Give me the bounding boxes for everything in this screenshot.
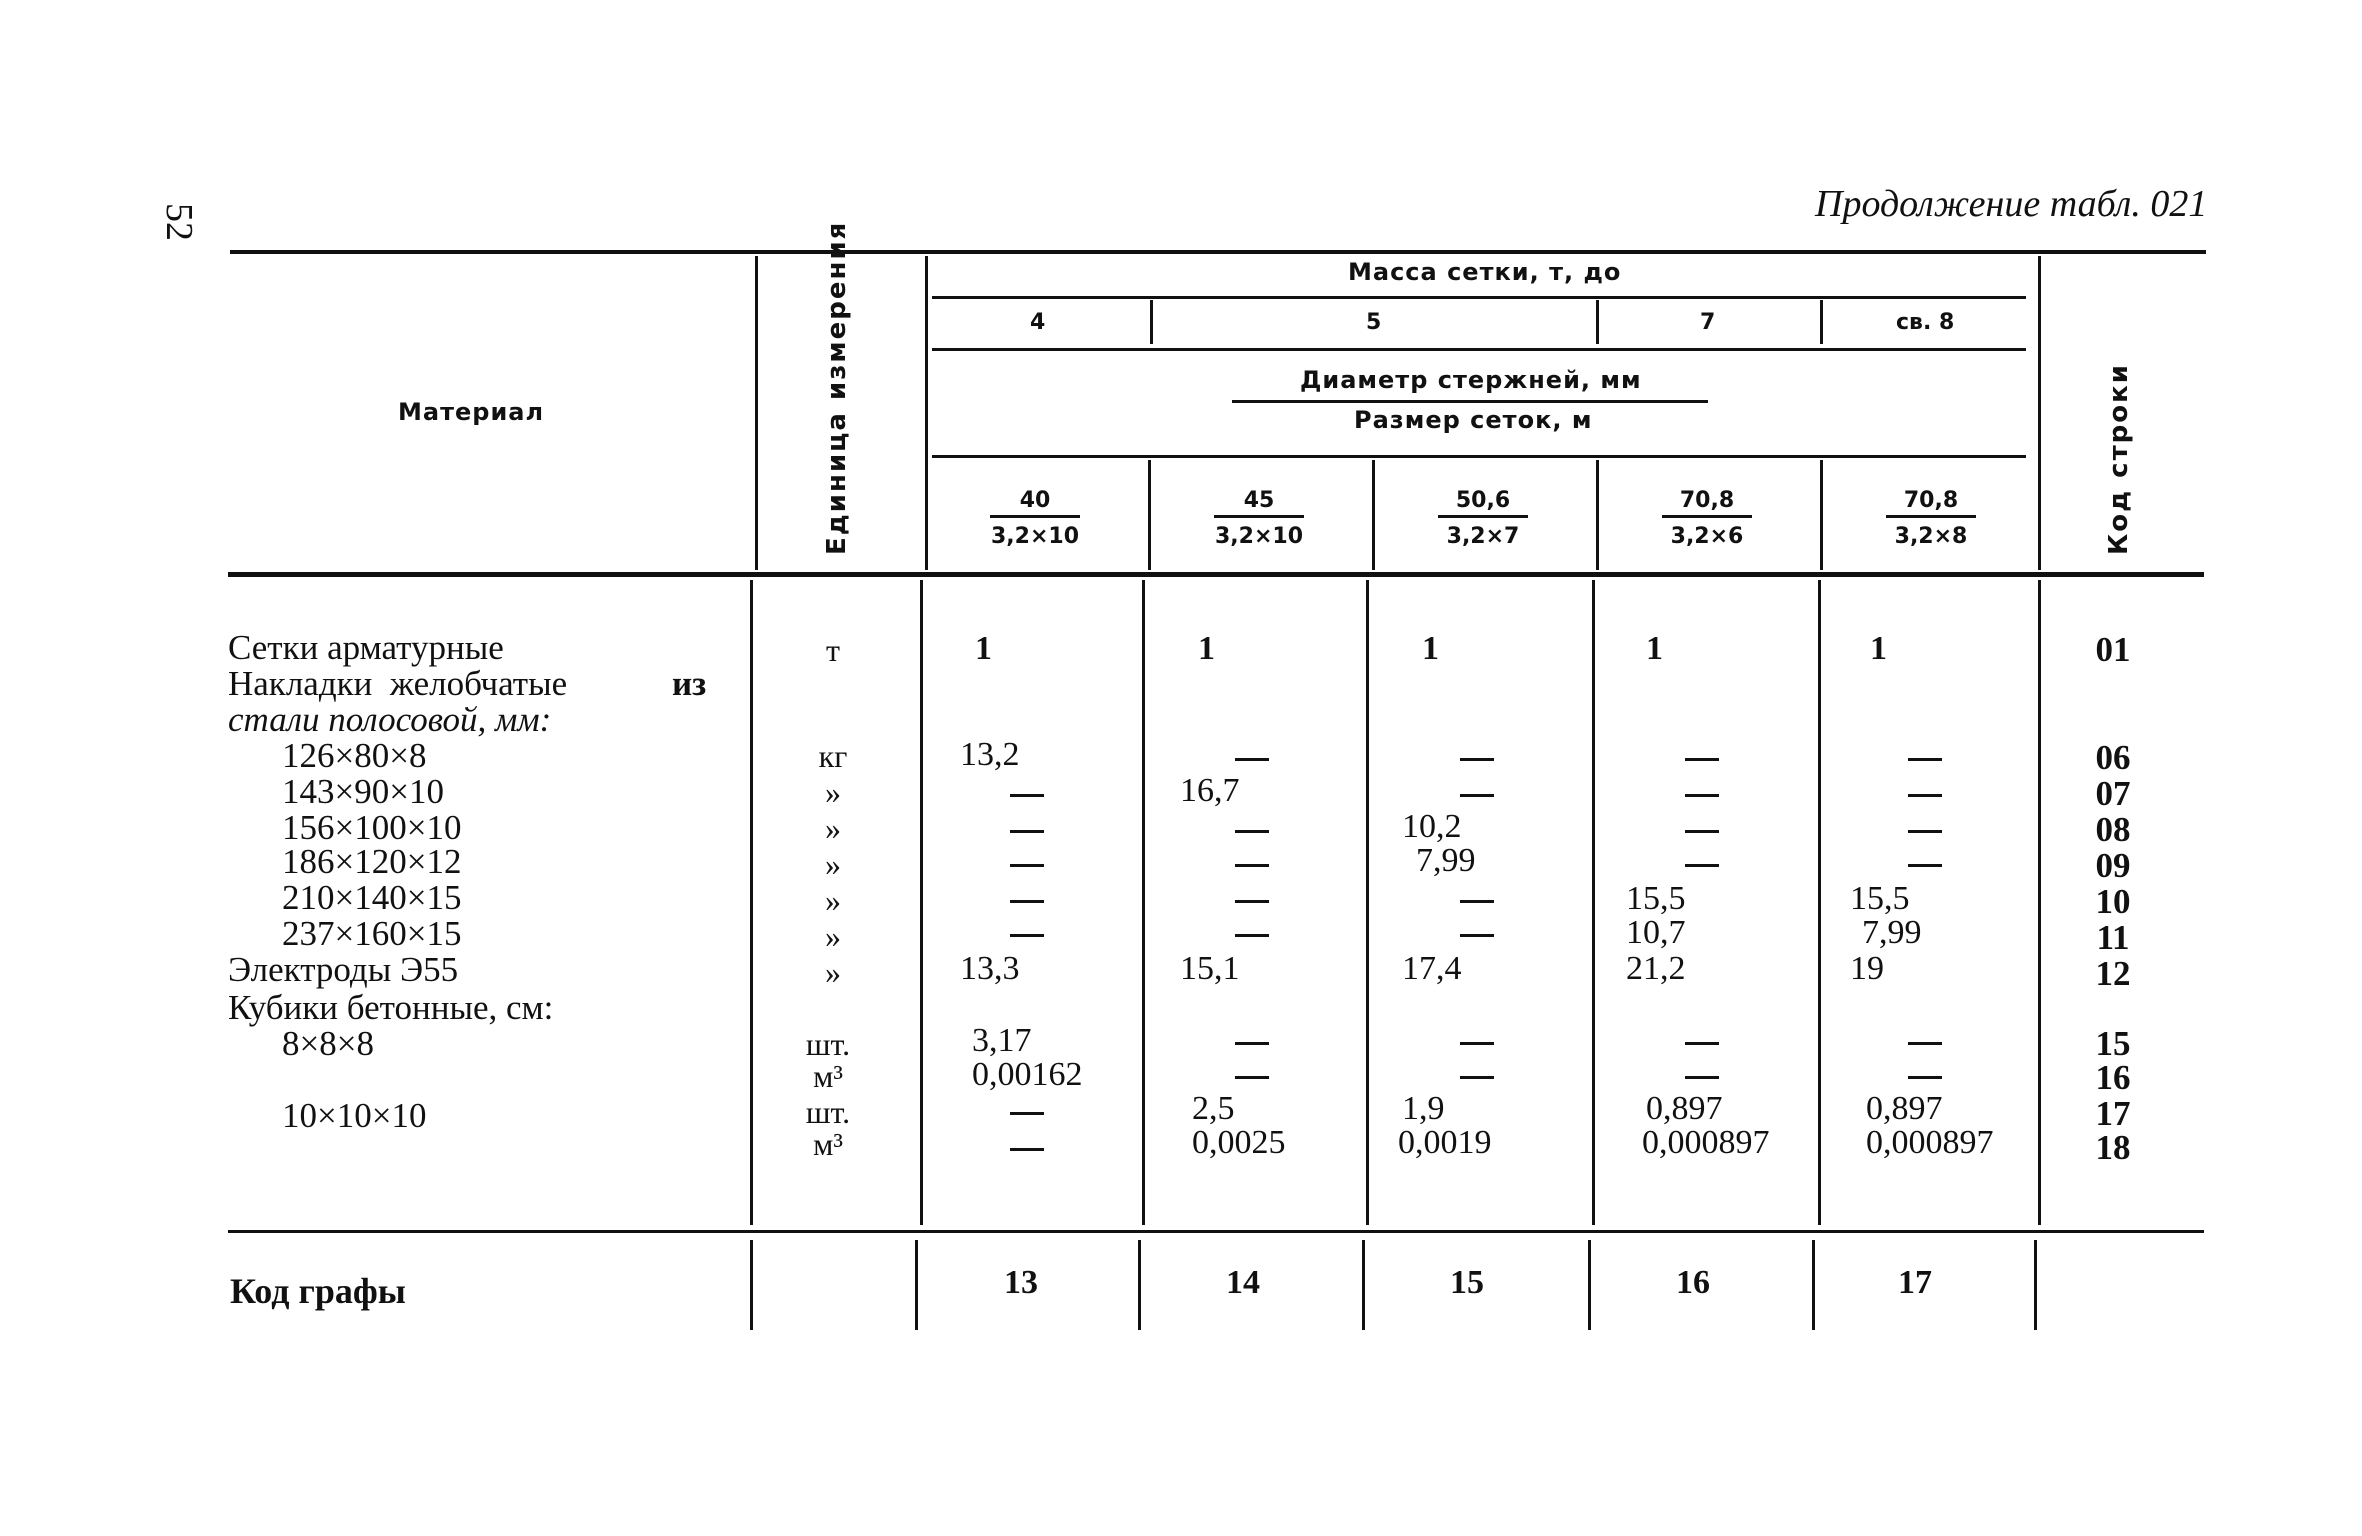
mass-divider bbox=[1820, 300, 1823, 344]
value-cell: 19 bbox=[1850, 950, 1884, 987]
material-label: Сетки арматурные bbox=[228, 628, 504, 667]
header-bottom-rule bbox=[228, 572, 2204, 577]
empty-dash bbox=[1235, 758, 1269, 761]
header-vline bbox=[925, 256, 928, 570]
material-group-label: стали полосовой, мм: bbox=[228, 700, 552, 739]
value-cell: 15,1 bbox=[1180, 950, 1240, 987]
row-code: 18 bbox=[2095, 1128, 2131, 1167]
empty-dash bbox=[1460, 758, 1494, 761]
header-unit: Единица измерения bbox=[822, 220, 852, 555]
fraction-col-2 bbox=[1184, 488, 1334, 549]
mass-divider bbox=[1596, 300, 1599, 344]
column-code: 16 bbox=[1676, 1264, 1710, 1301]
value-cell: 1 bbox=[975, 630, 992, 667]
value-cell: 10,7 bbox=[1626, 914, 1686, 951]
empty-dash bbox=[1235, 830, 1269, 833]
unit-cell: » bbox=[825, 954, 841, 990]
fraction-den: 3,2×8 bbox=[1894, 524, 1968, 549]
footer-vline bbox=[750, 1240, 753, 1330]
value-cell: 0,000897 bbox=[1866, 1124, 1994, 1161]
row-code: 12 bbox=[2095, 954, 2131, 993]
empty-dash bbox=[1010, 934, 1044, 937]
body-vline bbox=[1366, 580, 1369, 1225]
empty-dash bbox=[1908, 758, 1942, 761]
fraction-den: 3,2×6 bbox=[1670, 524, 1744, 549]
fraction-col-1 bbox=[960, 488, 1110, 549]
empty-dash bbox=[1685, 830, 1719, 833]
unit-cell: » bbox=[825, 918, 841, 954]
empty-dash bbox=[1685, 794, 1719, 797]
value-cell: 21,2 bbox=[1626, 950, 1686, 987]
empty-dash bbox=[1235, 1042, 1269, 1045]
empty-dash bbox=[1460, 1076, 1494, 1079]
value-cell: 15,5 bbox=[1850, 880, 1910, 917]
material-label: 126×80×8 bbox=[282, 736, 427, 775]
unit-cell: » bbox=[825, 810, 841, 846]
empty-dash bbox=[1908, 864, 1942, 867]
material-label: 10×10×10 bbox=[282, 1096, 427, 1135]
column-code: 17 bbox=[1898, 1264, 1932, 1301]
fraction-col-5 bbox=[1856, 488, 2006, 549]
row-code: 06 bbox=[2095, 738, 2131, 777]
unit-cell: » bbox=[825, 774, 841, 810]
value-cell: 7,99 bbox=[1416, 842, 1476, 879]
mass-value: 4 bbox=[1030, 310, 1046, 335]
empty-dash bbox=[1010, 1112, 1044, 1115]
value-cell: 1 bbox=[1422, 630, 1439, 667]
fraction-num: 50,6 bbox=[1438, 488, 1528, 518]
footer-label: Код графы bbox=[230, 1271, 406, 1311]
header-material: Материал bbox=[398, 398, 545, 426]
row-code: 09 bbox=[2095, 846, 2131, 885]
fraction-top-rule bbox=[932, 455, 2026, 458]
value-cell: 3,17 bbox=[972, 1022, 1032, 1059]
unit-cell: м³ bbox=[813, 1126, 843, 1162]
empty-dash bbox=[1235, 864, 1269, 867]
material-label: 143×90×10 bbox=[282, 772, 444, 811]
empty-dash bbox=[1235, 900, 1269, 903]
material-group-label: Накладки желобчатые bbox=[228, 664, 568, 703]
fraction-num: 45 bbox=[1214, 488, 1304, 518]
empty-dash bbox=[1908, 1076, 1942, 1079]
material-group-label: из bbox=[672, 664, 707, 703]
table-caption: Продолжение табл. 021 bbox=[1815, 183, 2208, 225]
empty-dash bbox=[1460, 1042, 1494, 1045]
top-rule bbox=[230, 250, 2206, 254]
row-code: 15 bbox=[2095, 1024, 2131, 1063]
row-code: 07 bbox=[2095, 774, 2131, 813]
unit-cell: м³ bbox=[813, 1058, 843, 1094]
fraction-num: 70,8 bbox=[1662, 488, 1752, 518]
column-code: 14 bbox=[1226, 1264, 1260, 1301]
unit-cell: т bbox=[826, 632, 840, 668]
diameter-size-rule bbox=[1232, 400, 1708, 403]
mass-value: 5 bbox=[1366, 310, 1382, 335]
fraction-num: 70,8 bbox=[1886, 488, 1976, 518]
row-code: 10 bbox=[2095, 882, 2131, 921]
material-label: 156×100×10 bbox=[282, 808, 462, 847]
body-vline bbox=[750, 580, 753, 1225]
empty-dash bbox=[1460, 794, 1494, 797]
footer-vline bbox=[2034, 1240, 2037, 1330]
footer-vline bbox=[915, 1240, 918, 1330]
empty-dash bbox=[1010, 864, 1044, 867]
fraction-den: 3,2×10 bbox=[990, 524, 1080, 549]
header-row-code: Код строки bbox=[2104, 363, 2134, 555]
value-cell: 17,4 bbox=[1402, 950, 1462, 987]
value-cell: 0,897 bbox=[1646, 1090, 1723, 1127]
value-cell: 1 bbox=[1870, 630, 1887, 667]
unit-cell: » bbox=[825, 846, 841, 882]
value-cell: 2,5 bbox=[1192, 1090, 1235, 1127]
body-vline bbox=[2038, 580, 2041, 1225]
value-cell: 0,000897 bbox=[1642, 1124, 1770, 1161]
empty-dash bbox=[1460, 900, 1494, 903]
size-label: Размер сеток, м bbox=[1354, 406, 1593, 434]
empty-dash bbox=[1908, 830, 1942, 833]
value-cell: 1,9 bbox=[1402, 1090, 1445, 1127]
unit-cell: » bbox=[825, 882, 841, 918]
mass-value: 7 bbox=[1700, 310, 1716, 335]
body-vline bbox=[1142, 580, 1145, 1225]
value-cell: 0,897 bbox=[1866, 1090, 1943, 1127]
unit-cell: шт. bbox=[805, 1026, 851, 1062]
footer-vline bbox=[1812, 1240, 1815, 1330]
column-code: 15 bbox=[1450, 1264, 1484, 1301]
material-label: Электроды Э55 bbox=[228, 950, 459, 989]
footer-vline bbox=[1138, 1240, 1141, 1330]
material-label: 8×8×8 bbox=[282, 1024, 374, 1063]
value-cell: 15,5 bbox=[1626, 880, 1686, 917]
diameter-label: Диаметр стержней, мм bbox=[1300, 366, 1642, 394]
value-cell: 13,3 bbox=[960, 950, 1020, 987]
body-vline bbox=[1592, 580, 1595, 1225]
fraction-divider bbox=[1820, 460, 1823, 570]
fraction-divider bbox=[1596, 460, 1599, 570]
empty-dash bbox=[1908, 1042, 1942, 1045]
header-mass-title: Масса сетки, т, до bbox=[1348, 258, 1622, 286]
mass-value: св. 8 bbox=[1896, 310, 1955, 335]
empty-dash bbox=[1685, 1076, 1719, 1079]
footer-vline bbox=[1588, 1240, 1591, 1330]
material-label: 210×140×15 bbox=[282, 878, 462, 917]
empty-dash bbox=[1460, 934, 1494, 937]
value-cell: 16,7 bbox=[1180, 772, 1240, 809]
empty-dash bbox=[1685, 758, 1719, 761]
body-vline bbox=[1818, 580, 1821, 1225]
fraction-col-4 bbox=[1632, 488, 1782, 549]
material-group-label: Кубики бетонные, см: bbox=[228, 988, 554, 1027]
page-number: 52 bbox=[158, 203, 200, 241]
empty-dash bbox=[1235, 934, 1269, 937]
value-cell: 7,99 bbox=[1862, 914, 1922, 951]
empty-dash bbox=[1235, 1076, 1269, 1079]
empty-dash bbox=[1010, 830, 1044, 833]
fraction-divider bbox=[1372, 460, 1375, 570]
value-cell: 1 bbox=[1646, 630, 1663, 667]
material-label: 186×120×12 bbox=[282, 842, 462, 881]
fraction-num: 40 bbox=[990, 488, 1080, 518]
mass-divider bbox=[1150, 300, 1153, 344]
row-code: 08 bbox=[2095, 810, 2131, 849]
column-code: 13 bbox=[1004, 1264, 1038, 1301]
body-bottom-rule bbox=[228, 1230, 2204, 1233]
fraction-den: 3,2×10 bbox=[1214, 524, 1304, 549]
fraction-col-3 bbox=[1408, 488, 1558, 549]
value-cell: 1 bbox=[1198, 630, 1215, 667]
value-cell: 0,0025 bbox=[1192, 1124, 1286, 1161]
value-cell: 13,2 bbox=[960, 736, 1020, 773]
header-vline bbox=[2038, 256, 2041, 570]
unit-cell: шт. bbox=[805, 1094, 851, 1130]
value-cell: 0,00162 bbox=[972, 1056, 1083, 1093]
mass-rule bbox=[932, 296, 2026, 299]
footer-vline bbox=[1362, 1240, 1365, 1330]
mass-values-rule bbox=[932, 348, 2026, 351]
row-code: 17 bbox=[2095, 1094, 2131, 1133]
empty-dash bbox=[1908, 794, 1942, 797]
material-label: 237×160×15 bbox=[282, 914, 462, 953]
fraction-divider bbox=[1148, 460, 1151, 570]
row-code: 16 bbox=[2095, 1058, 2131, 1097]
unit-cell: кг bbox=[818, 738, 848, 774]
body-vline bbox=[920, 580, 923, 1225]
value-cell: 10,2 bbox=[1402, 808, 1462, 845]
empty-dash bbox=[1010, 794, 1044, 797]
value-cell: 0,0019 bbox=[1398, 1124, 1492, 1161]
row-code: 11 bbox=[2096, 918, 2130, 957]
empty-dash bbox=[1685, 1042, 1719, 1045]
header-vline bbox=[755, 256, 758, 570]
fraction-den: 3,2×7 bbox=[1446, 524, 1520, 549]
row-code: 01 bbox=[2095, 630, 2131, 669]
empty-dash bbox=[1010, 900, 1044, 903]
empty-dash bbox=[1010, 1148, 1044, 1151]
empty-dash bbox=[1685, 864, 1719, 867]
